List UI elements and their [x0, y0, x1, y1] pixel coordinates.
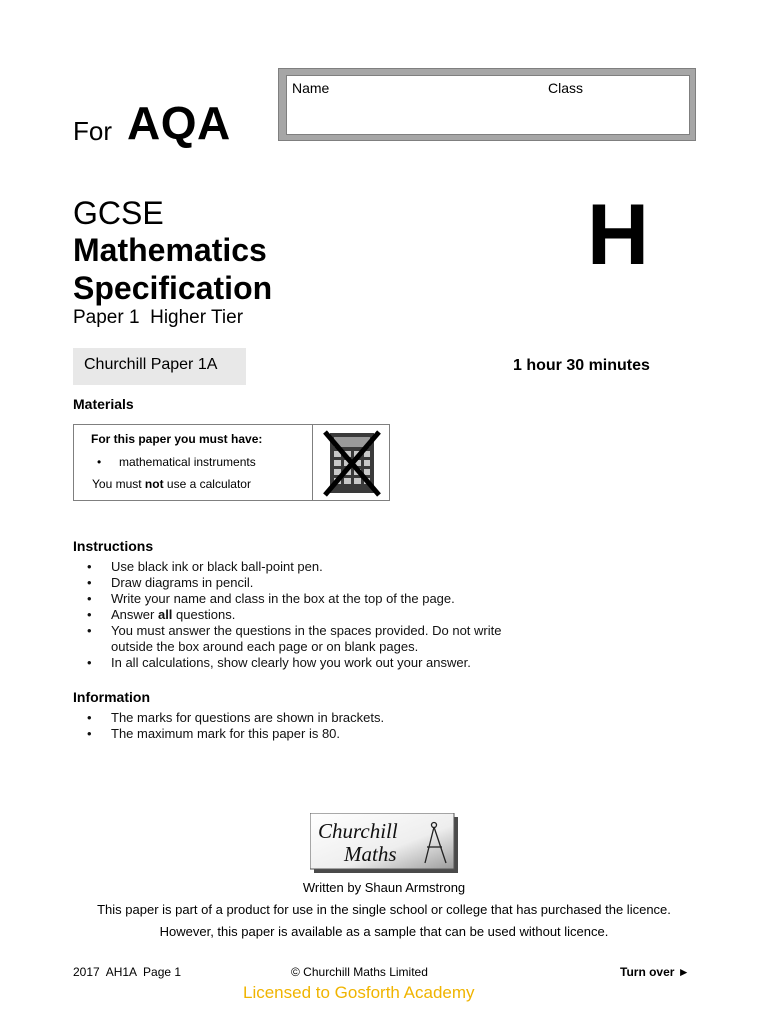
- materials-divider: [312, 424, 313, 501]
- calculator-note: [92, 477, 251, 491]
- calc-note-emphasis: not: [144, 477, 164, 491]
- list-item: • Draw diagrams in pencil.: [73, 575, 553, 591]
- list-item: • Write your name and class in the box at the top of the page.: [73, 591, 553, 607]
- tier-letter: H: [587, 187, 650, 283]
- duration: 1 hour 30 minutes: [513, 357, 650, 374]
- paper-tier: Paper 1 Higher Tier: [73, 307, 244, 328]
- information-heading: Information: [73, 689, 150, 705]
- calc-note-prefix: You must: [92, 477, 145, 491]
- footer-copyright: © Churchill Maths Limited: [291, 965, 428, 979]
- list-item: • Use black ink or black ball-point pen.: [73, 559, 553, 575]
- footer-page-info: 2017 AH1A Page 1: [73, 965, 182, 979]
- instructions-list: [73, 559, 553, 671]
- list-item-emphasis: all: [157, 607, 173, 622]
- list-item: • The maximum mark for this paper is 80.: [73, 726, 553, 742]
- list-item-suffix: questions.: [172, 607, 236, 622]
- licence-line-2: However, this paper is available as a sample that can be used without licence.: [159, 924, 609, 939]
- name-class-field[interactable]: [286, 75, 690, 135]
- licence-line-1: This paper is part of a product for use in the single school or college that has purchased the licence.: [97, 902, 671, 917]
- for-text: For: [73, 116, 112, 146]
- no-calculator-icon: [322, 429, 382, 497]
- calc-note-suffix: use a calculator: [163, 477, 251, 491]
- paper-code: Churchill Paper 1A: [84, 356, 218, 373]
- list-item: [73, 607, 553, 623]
- class-label: Class: [548, 80, 584, 96]
- logo-line2: Maths: [344, 842, 397, 866]
- must-have-text: For this paper you must have:: [91, 432, 263, 446]
- name-label: Name: [292, 80, 330, 96]
- turn-over-label: Turn over ►: [620, 965, 690, 979]
- licensed-watermark: Licensed to Gosforth Academy: [243, 983, 475, 1002]
- churchill-maths-logo: [310, 813, 458, 873]
- logo-line1: Churchill: [318, 819, 398, 843]
- instructions-heading: Instructions: [73, 538, 154, 554]
- author-credit: Written by Shaun Armstrong: [302, 880, 466, 895]
- list-item: • In all calculations, show clearly how you work out your answer.: [73, 655, 553, 671]
- information-list: [73, 710, 553, 742]
- list-item-prefix: Answer: [111, 607, 158, 622]
- list-item: • The marks for questions are shown in brackets.: [73, 710, 553, 726]
- materials-item: mathematical instruments: [119, 455, 256, 469]
- materials-heading: Materials: [73, 396, 134, 412]
- specification-title: Specification: [73, 270, 273, 306]
- subject-title: Mathematics: [73, 232, 267, 268]
- bullet: •: [97, 455, 102, 469]
- exam-board: AQA: [127, 97, 231, 149]
- list-item: • You must answer the questions in the spaces provided. Do not write outside the box around each page or on blank pages.: [73, 623, 531, 655]
- qualification: GCSE: [73, 195, 164, 231]
